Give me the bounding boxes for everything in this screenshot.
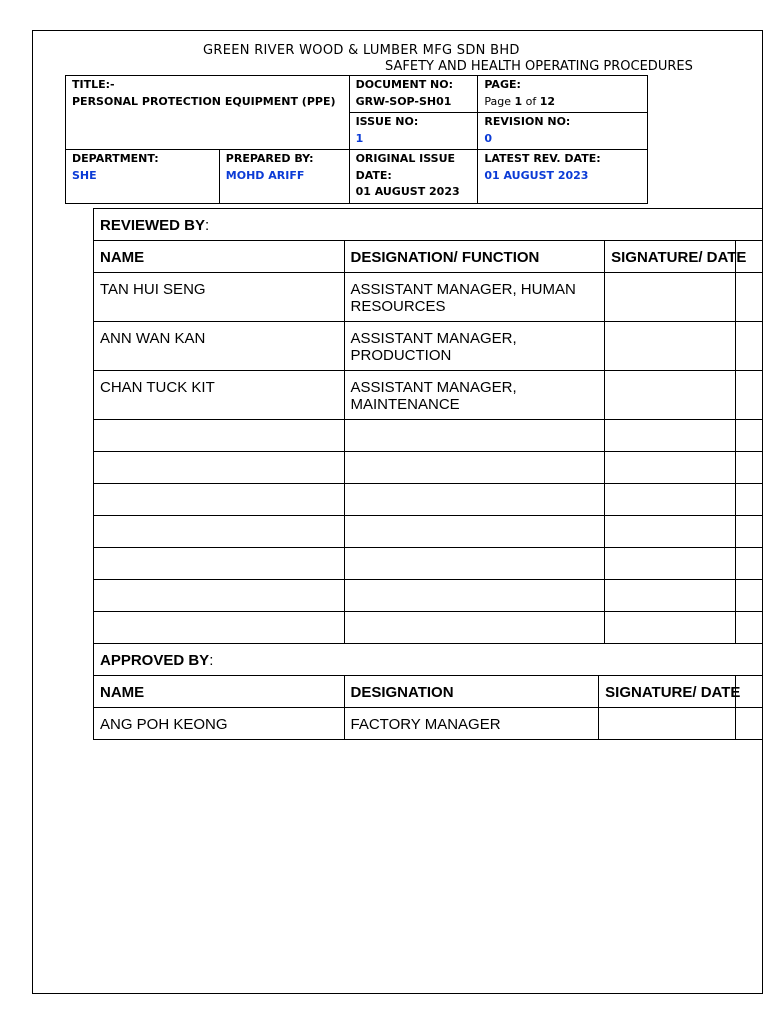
revision-no-cell [478, 113, 648, 150]
empty-cell[interactable] [94, 548, 345, 580]
approved-heading-colon: : [209, 652, 214, 669]
original-issue-cell [349, 150, 478, 204]
empty-row [94, 420, 763, 452]
empty-cell[interactable] [344, 548, 605, 580]
approved-col-signature: SIGNATURE/ DATE [599, 676, 763, 708]
reviewed-col-signature: SIGNATURE/ DATE [605, 241, 763, 273]
table-row [94, 371, 763, 420]
reviewed-header-row [94, 241, 763, 273]
issue-no-label: ISSUE NO: [355, 115, 419, 128]
empty-cell[interactable] [344, 420, 605, 452]
reviewer-signature-cell[interactable] [605, 322, 763, 371]
reviewed-heading-colon: : [205, 217, 210, 234]
company-name: GREEN RIVER WOOD & LUMBER MFG SDN BHD [203, 43, 520, 58]
page-prefix: Page [484, 94, 515, 108]
title-cell [66, 76, 350, 150]
revision-no-value: 0 [484, 131, 493, 145]
issue-no-cell [349, 113, 478, 150]
reviewed-heading-cell [94, 209, 763, 241]
reviewer-designation: ASSISTANT MANAGER, MAINTENANCE [344, 371, 605, 420]
empty-cell[interactable] [344, 612, 605, 644]
department-value: SHE [72, 168, 97, 182]
document-info-table [65, 75, 648, 204]
empty-row [94, 580, 763, 612]
document-no-cell [349, 76, 478, 113]
approver-signature-cell[interactable] [599, 708, 763, 740]
empty-cell[interactable] [605, 612, 763, 644]
document-no-label: DOCUMENT NO: [355, 78, 454, 91]
page-value [484, 94, 641, 111]
empty-row [94, 484, 763, 516]
table-row [94, 708, 763, 740]
reviewed-heading: REVIEWED BY [100, 217, 206, 234]
prepared-by-value: MOHD ARIFF [225, 168, 305, 182]
reviewer-signature-cell[interactable] [605, 273, 763, 322]
table-row [94, 322, 763, 371]
approved-heading-cell [94, 644, 763, 676]
latest-rev-value: 01 AUGUST 2023 [484, 168, 589, 182]
title-label: TITLE:- [72, 78, 115, 91]
latest-rev-cell [478, 150, 648, 204]
page-cell [478, 76, 648, 113]
empty-cell[interactable] [94, 484, 345, 516]
reviewer-name: TAN HUI SENG [94, 273, 345, 322]
review-approval-table [93, 208, 763, 740]
empty-row [94, 548, 763, 580]
reviewer-designation: ASSISTANT MANAGER, PRODUCTION [344, 322, 605, 371]
empty-cell[interactable] [605, 548, 763, 580]
approved-heading: APPROVED BY [100, 652, 210, 669]
document-no-value: GRW-SOP-SH01 [355, 94, 452, 108]
original-issue-label-2: DATE: [355, 168, 392, 182]
latest-rev-label: LATEST REV. DATE: [484, 152, 601, 165]
reviewed-col-designation: DESIGNATION/ FUNCTION [344, 241, 605, 273]
empty-cell[interactable] [605, 484, 763, 516]
page-of: of [522, 94, 540, 108]
approver-name: ANG POH KEONG [94, 708, 345, 740]
page-current: 1 [514, 94, 523, 108]
empty-cell[interactable] [94, 452, 345, 484]
reviewed-heading-row [94, 209, 763, 241]
issue-no-value: 1 [355, 131, 364, 145]
page-label: PAGE: [484, 78, 521, 91]
empty-cell[interactable] [605, 580, 763, 612]
revision-no-label: REVISION NO: [484, 115, 571, 128]
reviewer-signature-cell[interactable] [605, 371, 763, 420]
empty-cell[interactable] [94, 420, 345, 452]
approved-col-designation: DESIGNATION [344, 676, 599, 708]
approved-col-name: NAME [94, 676, 345, 708]
empty-cell[interactable] [605, 420, 763, 452]
document-subtitle: SAFETY AND HEALTH OPERATING PROCEDURES [385, 59, 693, 74]
approved-header-row [94, 676, 763, 708]
empty-row [94, 452, 763, 484]
approved-heading-row [94, 644, 763, 676]
empty-cell[interactable] [605, 452, 763, 484]
empty-row [94, 516, 763, 548]
department-cell [66, 150, 220, 204]
empty-cell[interactable] [344, 580, 605, 612]
empty-cell[interactable] [94, 516, 345, 548]
prepared-by-cell [219, 150, 349, 204]
empty-row [94, 612, 763, 644]
empty-cell[interactable] [344, 452, 605, 484]
table-row [94, 273, 763, 322]
empty-cell[interactable] [94, 612, 345, 644]
signature-column-divider [735, 240, 736, 643]
signature-column-divider [735, 675, 736, 739]
title-value: PERSONAL PROTECTION EQUIPMENT (PPE) [72, 94, 336, 108]
prepared-by-label: PREPARED BY: [225, 152, 314, 165]
reviewer-name: ANN WAN KAN [94, 322, 345, 371]
empty-cell[interactable] [605, 516, 763, 548]
approver-designation: FACTORY MANAGER [344, 708, 599, 740]
page-total: 12 [539, 94, 556, 108]
reviewed-col-name: NAME [94, 241, 345, 273]
original-issue-label: ORIGINAL ISSUE [355, 152, 456, 165]
empty-cell[interactable] [94, 580, 345, 612]
department-label: DEPARTMENT: [72, 152, 159, 165]
reviewer-name: CHAN TUCK KIT [94, 371, 345, 420]
original-issue-value: 01 AUGUST 2023 [355, 185, 460, 198]
reviewer-designation: ASSISTANT MANAGER, HUMAN RESOURCES [344, 273, 605, 322]
empty-cell[interactable] [344, 516, 605, 548]
empty-cell[interactable] [344, 484, 605, 516]
